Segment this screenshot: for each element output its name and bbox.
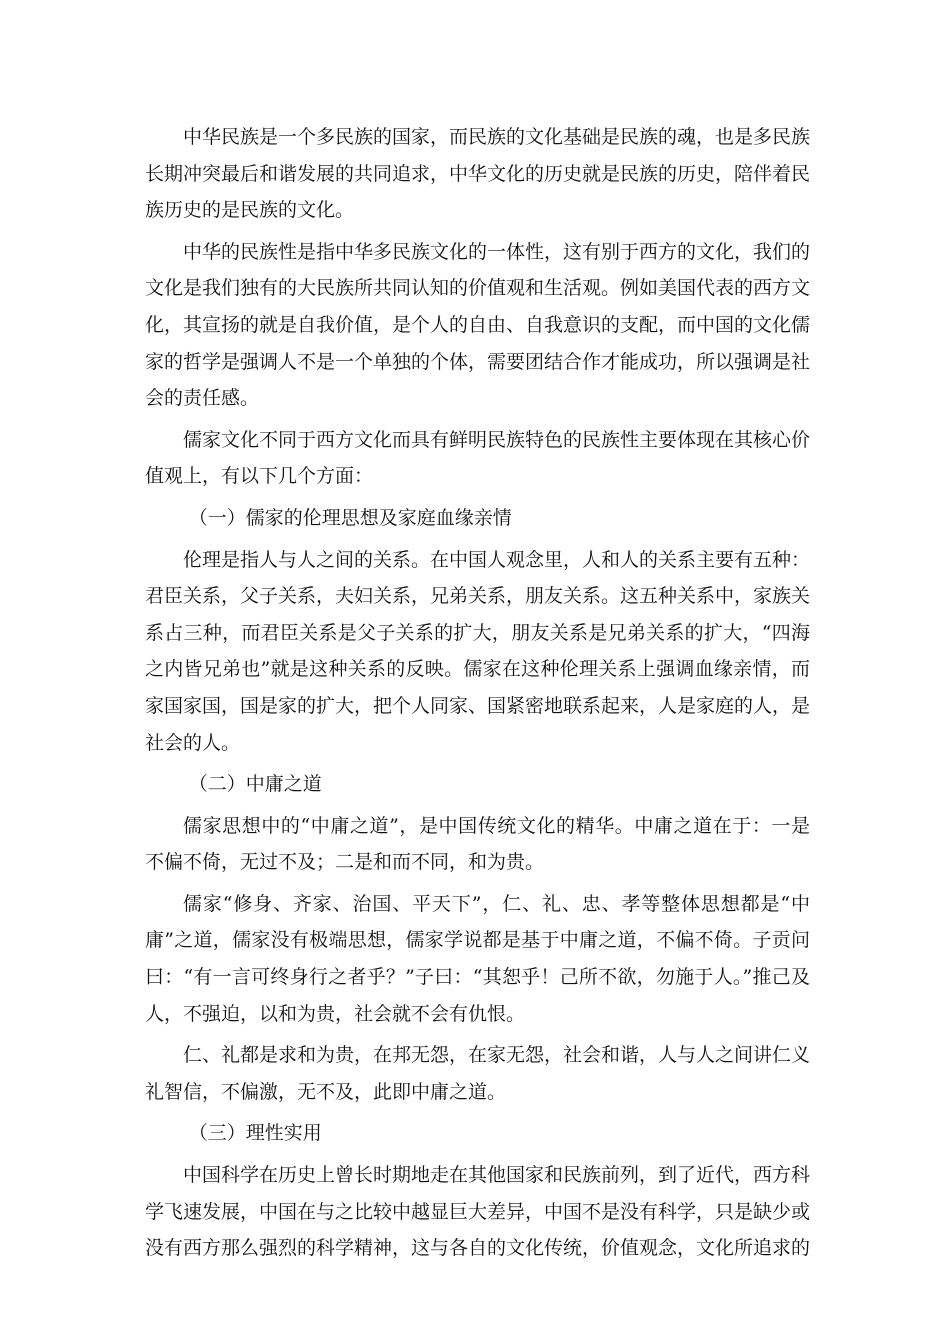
paragraph-4: 伦理是指人与人之间的关系。在中国人观念里，人和人的关系主要有五种：君臣关系，父子关系，夫妇关系，兄弟关系，朋友关系。这五种关系中，家族关系占三种，而君臣关系是父子关系的扩大，朋友关系是兄弟关系的扩大，“四海之内皆兄弟也”就是这种关系的反映。儒家在这种伦理关系上强调血缘亲情，而家国家国，国是家的扩大，把个人同家、国紧密地联系起来，人是家庭的人，是社会的人。	[145, 548, 811, 754]
section-heading-2: （二）中庸之道	[188, 773, 322, 796]
section-heading-1: （一）儒家的伦理思想及家庭血缘亲情	[188, 506, 512, 529]
paragraph-8: 中国科学在历史上曾长时期地走在其他国家和民族前列，到了近代，西方科学飞速发展，中国在与之比较中越显巨大差异，中国不是没有科学，只是缺少或没有西方那么强烈的科学精神，这与各自的文化传统，价值观念，文化所追求的	[145, 1164, 811, 1260]
document-page	[145, 119, 810, 1272]
paragraph-7: 仁、礼都是求和为贵，在邦无怨，在家无怨，社会和谐，人与人之间讲仁义礼智信，不偏激，无不及，此即中庸之道。	[145, 1044, 811, 1103]
paragraph-3: 儒家文化不同于西方文化而具有鲜明民族特色的民族性主要体现在其核心价值观上，有以下几个方面：	[145, 428, 811, 488]
paragraph-5: 儒家思想中的“中庸之道”，是中国传统文化的精华。中庸之道在于：一是不偏不倚，无过不及；二是和而不同，和为贵。	[145, 814, 810, 874]
paragraph-2: 中华的民族性是指中华多民族文化的一体性，这有别于西方的文化，我们的文化是我们独有的大民族所共同认知的价值观和生活观。例如美国代表的西方文化，其宣扬的就是自我价值，是个人的自由、自我意识的支配，而中国的文化儒家的哲学是强调人不是一个单独的个体，需要团结合作才能成功，所以强调是社会的责任感。	[145, 240, 811, 410]
section-heading-3: （三）理性实用	[188, 1122, 322, 1145]
paragraph-1: 中华民族是一个多民族的国家，而民族的文化基础是民族的魂，也是多民族长期冲突最后和谐发展的共同追求，中华文化的历史就是民族的历史，陪伴着民族历史的是民族的文化。	[145, 126, 811, 222]
paragraph-6: 儒家“修身、齐家、治国、平天下”，仁、礼、忠、孝等整体思想都是“中庸”之道，儒家没有极端思想，儒家学说都是基于中庸之道，不偏不倚。子贡问曰：“有一言可终身行之者乎？”子曰：“其恕乎！己所不欲，勿施于人。”推己及人，不强迫，以和为贵，社会就不会有仇恨。	[145, 892, 810, 1025]
